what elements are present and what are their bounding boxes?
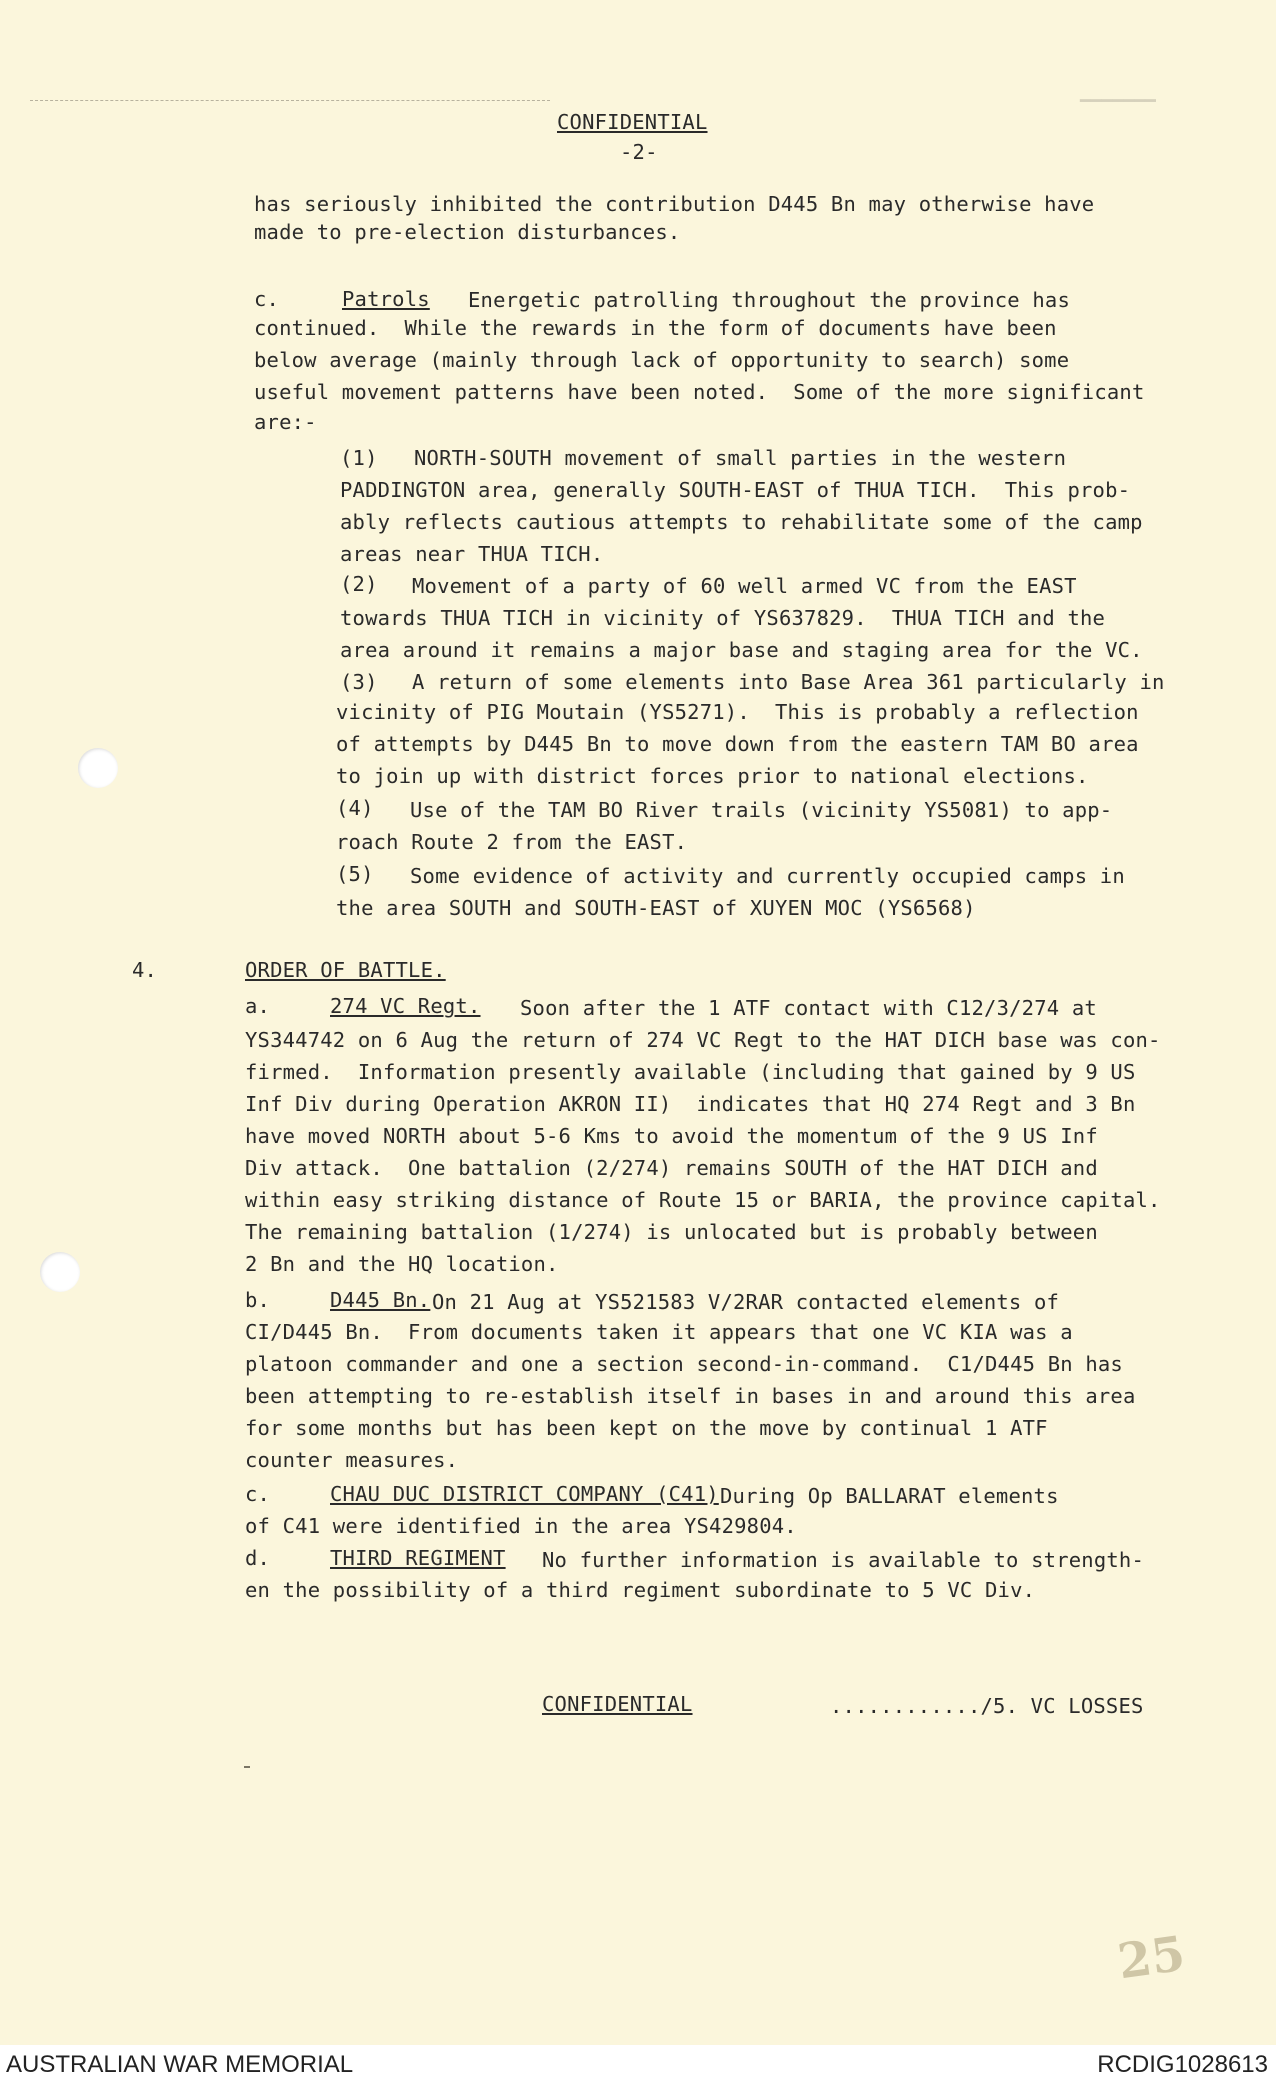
sub-line: CI/D445 Bn. From documents taken it appears that one VC KIA was a (245, 1320, 1073, 1344)
sub-heading: D445 Bn. (330, 1288, 431, 1312)
item-number: (4) (336, 796, 374, 820)
sub-line: of C41 were identified in the area YS429804. (245, 1514, 797, 1538)
punch-hole-top (78, 748, 118, 788)
stray-mark (244, 1766, 250, 1768)
sub-letter: a. (245, 994, 271, 1018)
corner-page-mark: 25 (1114, 1925, 1189, 1991)
item-line: A return of some elements into Base Area 361 particularly in (412, 670, 1165, 694)
para-c-line: are:- (254, 410, 317, 434)
sub-line: been attempting to re-establish itself in bases in and around this area (245, 1384, 1136, 1408)
top-rule (30, 100, 550, 101)
sub-line: YS344742 on 6 Aug the return of 274 VC Regt to the HAT DICH base was con- (245, 1028, 1161, 1052)
section-heading: ORDER OF BATTLE. (245, 958, 446, 982)
sub-line: have moved NORTH about 5-6 Kms to avoid the momentum of the 9 US Inf (245, 1124, 1098, 1148)
footer-continuation: ............/5. VC LOSSES (830, 1694, 1144, 1718)
sub-line: platoon commander and one a section second-in-command. C1/D445 Bn has (245, 1352, 1123, 1376)
intro-line: made to pre-election disturbances. (254, 220, 681, 244)
item-line: of attempts by D445 Bn to move down from the eastern TAM BO area (336, 732, 1139, 756)
sub-line: counter measures. (245, 1448, 459, 1472)
intro-line: has seriously inhibited the contribution D445 Bn may otherwise have (254, 192, 1095, 216)
item-line: PADDINGTON area, generally SOUTH-EAST of THUA TICH. This prob- (340, 478, 1131, 502)
sub-line: During Op BALLARAT elements (720, 1484, 1059, 1508)
item-line: area around it remains a major base and staging area for the VC. (340, 638, 1143, 662)
sub-heading: 274 VC Regt. (330, 994, 481, 1018)
item-line: Movement of a party of 60 well armed VC from the EAST (412, 574, 1077, 598)
item-line: to join up with district forces prior to national elections. (336, 764, 1089, 788)
sub-line: No further information is available to strength- (542, 1548, 1145, 1572)
para-c-line: useful movement patterns have been noted. Some of the more significant (254, 380, 1145, 404)
sub-line: On 21 Aug at YS521583 V/2RAR contacted elements of (432, 1290, 1060, 1314)
sub-line: Soon after the 1 ATF contact with C12/3/274 at (520, 996, 1097, 1020)
sub-heading: THIRD REGIMENT (330, 1546, 506, 1570)
item-line: the area SOUTH and SOUTH-EAST of XUYEN MOC (YS6568) (336, 896, 976, 920)
item-line: NORTH-SOUTH movement of small parties in the western (414, 446, 1067, 470)
sub-letter: d. (245, 1546, 271, 1570)
item-line: ably reflects cautious attempts to rehabilitate some of the camp (340, 510, 1143, 534)
archive-footer-bar (0, 2045, 1276, 2082)
sub-line: The remaining battalion (1/274) is unlocated but is probably between (245, 1220, 1098, 1244)
sub-line: firmed. Information presently available (including that gained by 9 US (245, 1060, 1136, 1084)
bleed-through: ▔▔▔▔▔▔▔ (1080, 100, 1156, 121)
para-c-heading: Patrols (342, 287, 430, 311)
item-line: vicinity of PIG Moutain (YS5271). This is probably a reflection (336, 700, 1139, 724)
item-line: towards THUA TICH in vicinity of YS637829. THUA TICH and the (340, 606, 1106, 630)
section-number: 4. (132, 958, 158, 982)
sub-line: for some months but has been kept on the move by continual 1 ATF (245, 1416, 1048, 1440)
item-line: Use of the TAM BO River trails (vicinity YS5081) to app- (410, 798, 1113, 822)
para-c-line: Energetic patrolling throughout the province has (468, 288, 1071, 312)
sub-line: Div attack. One battalion (2/274) remains SOUTH of the HAT DICH and (245, 1156, 1098, 1180)
footer-classification: CONFIDENTIAL (542, 1692, 693, 1716)
page-number: -2- (620, 140, 658, 164)
para-c-letter: c. (254, 287, 280, 311)
item-line: areas near THUA TICH. (340, 542, 604, 566)
item-number: (2) (340, 572, 378, 596)
sub-letter: b. (245, 1288, 271, 1312)
archive-item-id: RCDIG1028613 (1097, 2051, 1268, 2078)
sub-line: 2 Bn and the HQ location. (245, 1252, 559, 1276)
item-number: (5) (336, 862, 374, 886)
para-c-line: below average (mainly through lack of opportunity to search) some (254, 348, 1070, 372)
item-number: (1) (340, 446, 378, 470)
item-number: (3) (340, 670, 378, 694)
archive-institution: AUSTRALIAN WAR MEMORIAL (6, 2051, 354, 2078)
header-classification: CONFIDENTIAL (557, 110, 708, 134)
item-line: Some evidence of activity and currently occupied camps in (410, 864, 1125, 888)
sub-line: en the possibility of a third regiment subordinate to 5 VC Div. (245, 1578, 1036, 1602)
punch-hole-bottom (40, 1252, 80, 1292)
item-line: roach Route 2 from the EAST. (336, 830, 688, 854)
sub-line: Inf Div during Operation AKRON II) indicates that HQ 274 Regt and 3 Bn (245, 1092, 1136, 1116)
sub-line: within easy striking distance of Route 15 or BARIA, the province capital. (245, 1188, 1161, 1212)
sub-heading: CHAU DUC DISTRICT COMPANY (C41) (330, 1482, 719, 1506)
sub-letter: c. (245, 1482, 271, 1506)
para-c-line: continued. While the rewards in the form of documents have been (254, 316, 1057, 340)
